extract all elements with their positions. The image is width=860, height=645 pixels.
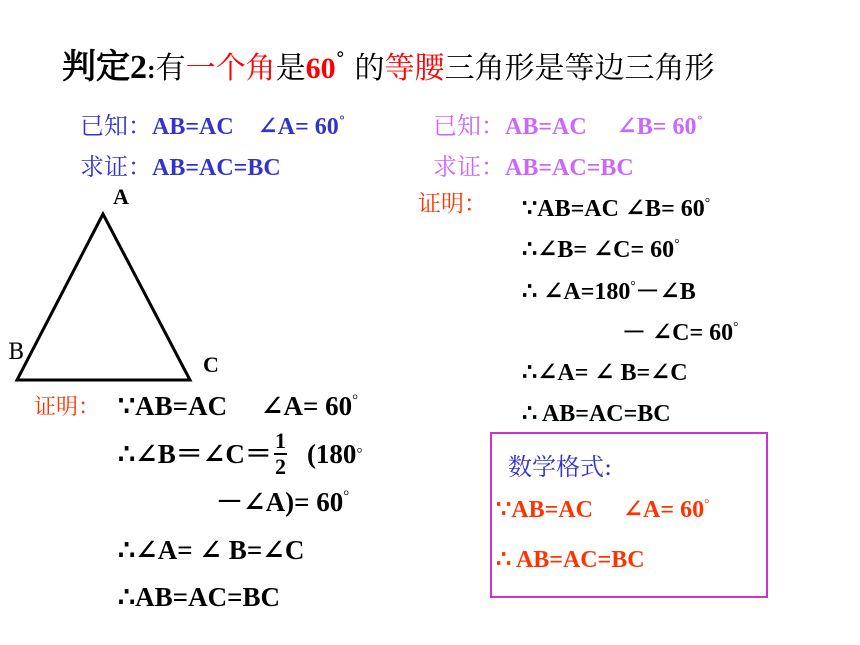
title-seg3: 是 [275,51,306,86]
title-colon: : [147,55,156,84]
title-seg5: 的 [345,51,385,86]
title-seg2: 一个角 [185,51,276,86]
degree-mark: ° [356,445,363,462]
title-seg1: 有 [155,51,186,86]
proof-right-line-3 [522,279,696,304]
vertex-label-a: A [113,184,129,209]
fraction-denominator: 2 [274,454,286,479]
title-seg7: 三角形是等边三角形 [444,51,715,86]
vertex-label-b: B [8,340,25,365]
proof-left-line-4 [118,537,304,564]
title-seg6: 等腰 [384,51,445,86]
proof-left-line-5 [118,584,280,611]
proof-right-line-6 [522,402,671,426]
proof-right-label: 证明： [418,191,487,217]
degree-mark: ° [704,496,710,511]
degree-mark: ° [704,195,711,210]
proof-right-line-4 [622,320,738,345]
known-right-degree: ° [696,113,704,129]
math-box-line-1 [496,497,709,522]
degree-mark: ° [674,236,680,251]
proof-right-line-4-text: － ∠C= 60 [622,320,734,347]
known-left-degree: ° [338,113,346,129]
prove-left-label: 求证： [80,153,152,181]
proof-right-line-6-text: ∴ AB=AC=BC [522,401,671,427]
known-left-text: AB=AC ∠A= 60 [152,114,339,140]
fraction-one-half [274,430,287,478]
vertex-label-c: C [203,352,219,377]
prove-right-text: AB=AC=BC [505,155,634,181]
proof-left-line-2a-text: ∴∠B＝∠C＝ [118,438,272,469]
proof-right-line-3b-text: －∠B [635,279,696,306]
known-left-label: 已知： [80,112,152,140]
degree-mark: ° [352,392,359,409]
proof-left-line-2 [118,426,362,482]
title-prefix: 判定2 [62,49,147,86]
proof-left-line-1-text: ∵AB=AC ∠A= 60 [118,391,353,421]
math-box-line-2 [496,548,645,572]
degree-mark: ° [343,488,350,505]
page-title [62,50,715,85]
proof-right-line-3-text: ∴ ∠A=180 [522,279,631,306]
triangle-shape [17,214,190,380]
prove-left [80,155,281,180]
proof-left-line-3 [216,489,349,516]
math-box-title: 数学格式: [508,453,613,481]
known-right-label: 已知： [433,112,505,140]
proof-left-label: 证明： [34,395,101,420]
proof-right-line-5 [522,361,688,385]
title-degree: ° [335,48,346,70]
degree-mark: ° [630,278,636,293]
prove-right-label: 求证： [433,153,505,181]
known-right-text: AB=AC ∠B= 60 [505,114,697,140]
fraction-numerator: 1 [274,428,286,453]
math-box-line-2-text: ∴ AB=AC=BC [496,547,645,573]
known-left [80,114,345,139]
proof-left-line-4-text: ∴∠A= ∠ B=∠C [118,535,305,565]
proof-right-line-1 [522,196,710,221]
proof-right-line-2-text: ∴∠B= ∠C= 60 [522,237,675,264]
prove-right [433,155,634,180]
proof-right-line-1-text: ∵AB=AC ∠B= 60 [522,196,705,223]
proof-left-line-5-text: ∴AB=AC=BC [118,582,280,612]
math-box-line-1-text: ∵AB=AC ∠A= 60 [496,497,705,524]
proof-left-line-1 [118,393,358,420]
known-right [433,114,703,139]
proof-right-line-2 [522,237,679,262]
proof-left-line-2b-text: (180 [306,438,357,469]
degree-mark: ° [733,319,739,334]
title-seg4: 60 [305,52,336,85]
proof-right-line-5-text: ∴∠A= ∠ B=∠C [522,360,688,386]
prove-left-text: AB=AC=BC [152,155,281,181]
proof-left-line-3-text: －∠A)= 60 [216,487,344,517]
